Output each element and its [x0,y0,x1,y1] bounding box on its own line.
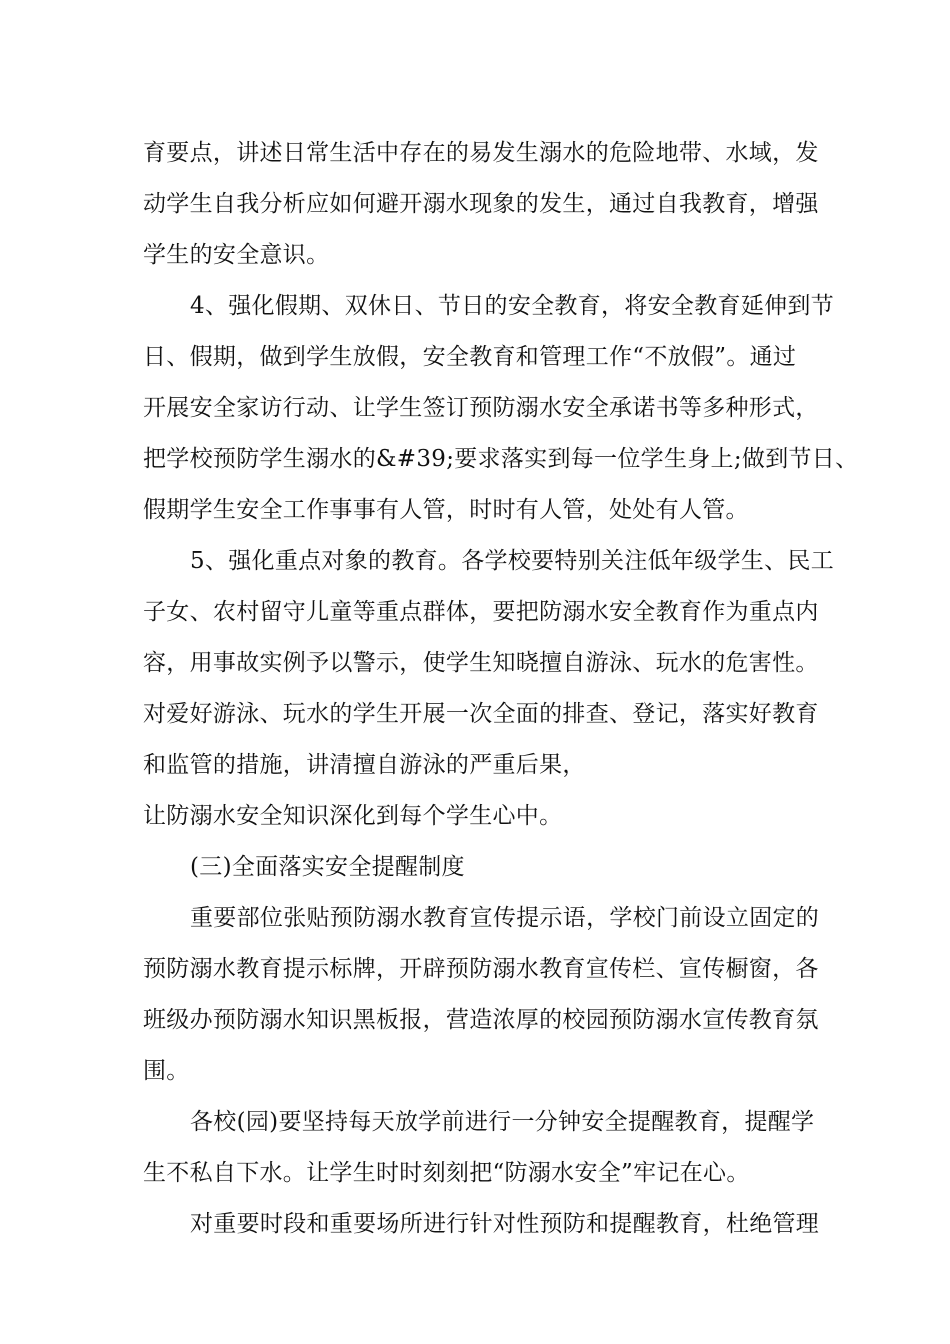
body-text-line: 育要点，讲述日常生活中存在的易发生溺水的危险地带、水域，发 [143,140,819,166]
section-heading: (三)全面落实安全提醒制度 [190,854,465,880]
body-text-line: 围。 [143,1058,190,1084]
body-text-line: 子女、农村留守儿童等重点群体，要把防溺水安全教育作为重点内 [143,599,819,625]
paragraph-first-line: 重要部位张贴预防溺水教育宣传提示语，学校门前设立固定的 [190,905,820,931]
paragraph-first-line: 对重要时段和重要场所进行针对性预防和提醒教育，杜绝管理 [190,1211,820,1237]
body-text-line: 日、假期，做到学生放假，安全教育和管理工作“不放假”。通过 [143,344,797,370]
paragraph-first-line: 各校(园)要坚持每天放学前进行一分钟安全提醒教育，提醒学 [190,1109,815,1135]
body-text-line: 开展安全家访行动、让学生签订预防溺水安全承诺书等多种形式， [143,395,819,421]
body-text-line: 学生的安全意识。 [143,242,330,268]
body-text-line: 把学校预防学生溺水的&#39;要求落实到每一位学生身上;做到节日、 [143,446,859,472]
body-text-line: 生不私自下水。让学生时时刻刻把“防溺水安全”牢记在心。 [143,1160,750,1186]
body-text-line: 让防溺水安全知识深化到每个学生心中。 [143,803,563,829]
body-text-line: 班级办预防溺水知识黑板报，营造浓厚的校园预防溺水宣传教育氛 [143,1007,819,1033]
body-text-line: 容，用事故实例予以警示，使学生知晓擅自游泳、玩水的危害性。 [143,650,819,676]
body-text-line: 对爱好游泳、玩水的学生开展一次全面的排查、登记，落实好教育 [143,701,819,727]
body-text-line: 预防溺水教育提示标牌，开辟预防溺水教育宣传栏、宣传橱窗，各 [143,956,819,982]
body-text-line: 假期学生安全工作事事有人管，时时有人管，处处有人管。 [143,497,749,523]
body-text-line: 和监管的措施，讲清擅自游泳的严重后果， [143,752,586,778]
paragraph-first-line: 5、强化重点对象的教育。各学校要特别关注低年级学生、民工 [190,548,835,574]
body-text-line: 动学生自我分析应如何避开溺水现象的发生，通过自我教育，增强 [143,191,819,217]
paragraph-first-line: 4、强化假期、双休日、节日的安全教育，将安全教育延伸到节 [190,293,835,319]
